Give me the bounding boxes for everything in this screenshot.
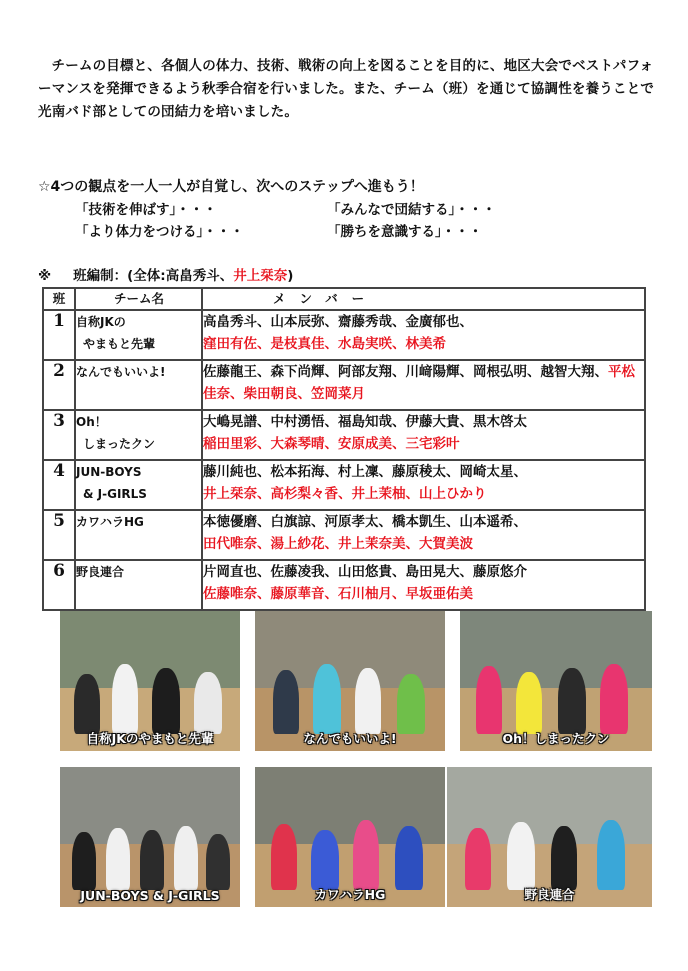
group-assignment [38,264,293,284]
team-photo [60,767,240,907]
members-boys: 高畠秀斗、山本辰弥、齋藤秀哉、金廣郁也、 [203,314,473,330]
members-boys: 本徳優磨、白旗諒、河原孝太、橋本凱生、山本遥希、 [203,514,527,530]
point-stamina: 「より体力をつける」・・・ [75,224,244,240]
members-girls: 窪田有佐、是枝真佳、水島実咲、林美希 [203,336,446,352]
note-mark: ※ [38,268,52,284]
table-row [43,560,645,610]
photo-caption: 野良連合 [524,887,575,902]
point-winning: 「勝ちを意識する」・・・ [327,224,483,240]
table-row [43,410,645,460]
intro-paragraph: チームの目標と、各個人の体力、技術、戦術の向上を図ることを目的に、地区大会でベストパフォーマンスを発揮できるよう秋季合宿を行いました。また、チーム（班）を通じて協調性を養うことで光南バド部としての団結力を培いました。 [38,58,655,120]
group-number: 6 [43,560,75,610]
table-row [43,360,645,410]
members-girls: 井上栞奈、高杉梨々香、井上茉柚、山上ひかり [203,486,487,502]
member-list [202,410,645,460]
member-list [202,560,645,610]
table-row [43,310,645,360]
header-group: 班 [43,288,75,310]
team-name [75,510,202,560]
points-heading: ☆4つの観点を一人一人が自覚し、次へのステップへ進もう！ [38,179,424,195]
team-name-line1: カワハラHG [76,515,144,529]
member-list [202,510,645,560]
header-members: メンバー [202,288,645,310]
assignment-suffix: ) [287,268,294,284]
members-girls: 平松佳奈、柴田朝良、笠岡菜月 [203,364,635,402]
header-team-name: チーム名 [75,288,202,310]
point-unity: 「みんなで団結する」・・・ [327,202,496,218]
table-row [43,510,645,560]
photo-caption: 自称JKのやまもと先輩 [86,731,214,746]
team-name-line2: しまったクン [83,437,156,451]
team-name [75,410,202,460]
members-boys: 佐藤龍王、森下尚輝、阿部友翔、川﨑陽輝、岡根弘明、越智大翔、 [203,364,608,380]
team-photo [447,767,652,907]
assignment-prefix: 班編制：(全体:高畠秀斗、 [73,268,234,284]
table-header-row [43,288,645,310]
photo-caption: カワハラHG [314,887,386,902]
photo-caption: Oh！しまったクン [502,731,610,746]
table-row [43,460,645,510]
photo-caption: なんでもいいよ! [303,731,397,746]
assignment-red-name: 井上栞奈 [233,268,288,284]
team-photo [255,611,445,751]
team-name-line1: 自称JKの [76,315,126,329]
group-number: 2 [43,360,75,410]
team-name [75,360,202,410]
group-number: 1 [43,310,75,360]
team-name-line2: やまもと先輩 [83,337,156,351]
members-girls: 稲田里彩、大森琴晴、安原成美、三宅彩叶 [203,436,460,452]
group-number: 5 [43,510,75,560]
team-name-line1: 野良連合 [76,565,125,579]
point-technique: 「技術を伸ばす」・・・ [75,202,217,218]
team-photo [460,611,652,751]
members-girls: 佐藤唯奈、藤原華音、石川柚月、早坂亜佑美 [203,586,473,602]
team-name-line2: & J-GIRLS [83,487,147,501]
intro-text [38,55,658,124]
team-name-line1: Oh！ [76,415,107,429]
team-name-line1: JUN-BOYS [76,465,142,479]
team-name [75,310,202,360]
members-boys: 片岡直也、佐藤凌我、山田悠貴、島田晃大、藤原悠介 [203,564,527,580]
team-name-line1: なんでもいいよ! [76,365,166,379]
group-table [42,287,646,611]
group-number: 3 [43,410,75,460]
team-name [75,460,202,510]
team-photo [255,767,445,907]
team-photo [60,611,240,751]
members-girls: 田代唯奈、湯上紗花、井上茉奈美、大賀美波 [203,536,473,552]
member-list [202,460,645,510]
photo-caption: JUN-BOYS & J-GIRLS [80,888,220,903]
team-name [75,560,202,610]
member-list [202,310,645,360]
member-list [202,360,645,410]
members-boys: 藤川純也、松本拓海、村上凜、藤原稜太、岡崎太星、 [203,464,527,480]
members-boys: 大嶋晃譜、中村湧悟、福島知哉、伊藤大貴、黒木啓太 [203,414,527,430]
group-number: 4 [43,460,75,510]
